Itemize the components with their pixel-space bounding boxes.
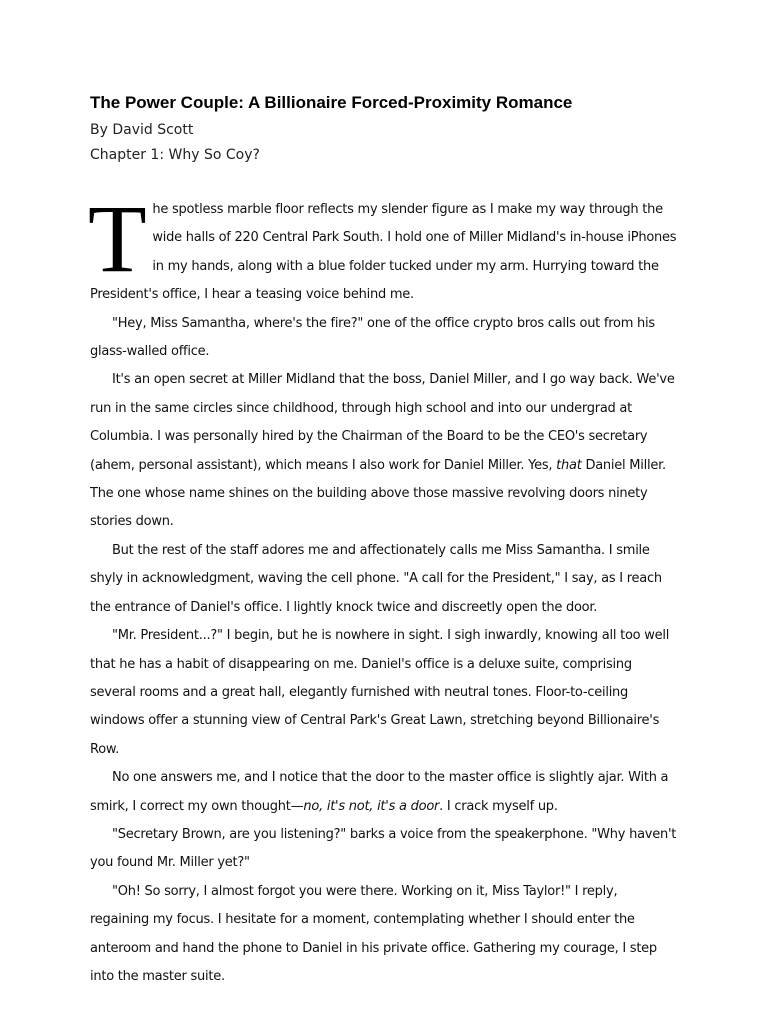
paragraph-text: "Oh! So sorry, I almost forgot you were there. Working on it, Miss Taylor!" I reply, regaining my focus. I hesitate for a moment, contemplating whether I should enter the anteroom and hand the phone to Daniel in his private office. Gathering my courage, I step into the master suite. bbox=[90, 883, 657, 984]
paragraph-4 bbox=[90, 537, 680, 622]
paragraph-text: he spotless marble floor reflects my slender figure as I make my way through the wide halls of 220 Central Park South. I hold one of Miller Midland's in-house iPhones in my hands, along with a blue folder tucked under my arm. Hurrying toward the President's office, I hear a teasing voice behind me. bbox=[90, 202, 677, 303]
paragraph-text: "Mr. President...?" I begin, but he is nowhere in sight. I sigh inwardly, knowing all too well that he has a habit of disappearing on me. Daniel's office is a deluxe suite, comprising several rooms and a great hall, elegantly furnished with neutral tones. Floor-to-ceiling windows offer a stunning view of Central Park's Great Lawn, stretching beyond Billionaire's Row. bbox=[90, 628, 670, 757]
chapter-body bbox=[88, 185, 680, 991]
paragraph-6 bbox=[90, 764, 680, 821]
paragraph-text: But the rest of the staff adores me and affectionately calls me Miss Samantha. I smile shyly in acknowledgment, waving the cell phone. "A call for the President," I say, as I reach the entrance of Daniel's office. I lightly knock twice and discreetly open the door. bbox=[90, 542, 662, 615]
paragraph-7 bbox=[90, 821, 680, 878]
author-byline: By David Scott bbox=[90, 122, 194, 138]
emphasis-text: that bbox=[556, 457, 582, 473]
paragraph-3 bbox=[90, 366, 680, 536]
paragraph-8 bbox=[90, 878, 680, 992]
paragraph-text: No one answers me, and I notice that the door to the master office is slightly ajar. With a smirk, I correct my own thought— bbox=[90, 770, 669, 814]
paragraph-text: "Secretary Brown, are you listening?" barks a voice from the speakerphone. "Why haven't you found Mr. Miller yet?" bbox=[90, 826, 677, 871]
drop-cap: T bbox=[88, 185, 147, 292]
paragraph-text: It's an open secret at Miller Midland that the boss, Daniel Miller, and I go way back. We've run in the same circles since childhood, through high school and into our undergrad at Columbia. I was personally hired by the Chairman of the Board to be the CEO's secretary (ahem, personal assistant), which means I also work for Daniel Miller. Yes, bbox=[90, 372, 675, 473]
paragraph-1 bbox=[88, 185, 680, 310]
paragraph-text: Daniel Miller. The one whose name shines on the building above those massive revolving doors ninety stories down. bbox=[90, 457, 666, 530]
chapter-heading: Chapter 1: Why So Coy? bbox=[90, 147, 260, 163]
document-title: The Power Couple: A Billionaire Forced-Proximity Romance bbox=[90, 93, 573, 112]
paragraph-text: "Hey, Miss Samantha, where's the fire?" one of the office crypto bros calls out from his glass-walled office. bbox=[90, 315, 655, 360]
paragraph-5 bbox=[90, 622, 680, 764]
paragraph-2 bbox=[90, 310, 680, 367]
emphasis-text: no, it's not, it's a door bbox=[303, 798, 440, 814]
paragraph-text: . I crack myself up. bbox=[439, 798, 558, 814]
